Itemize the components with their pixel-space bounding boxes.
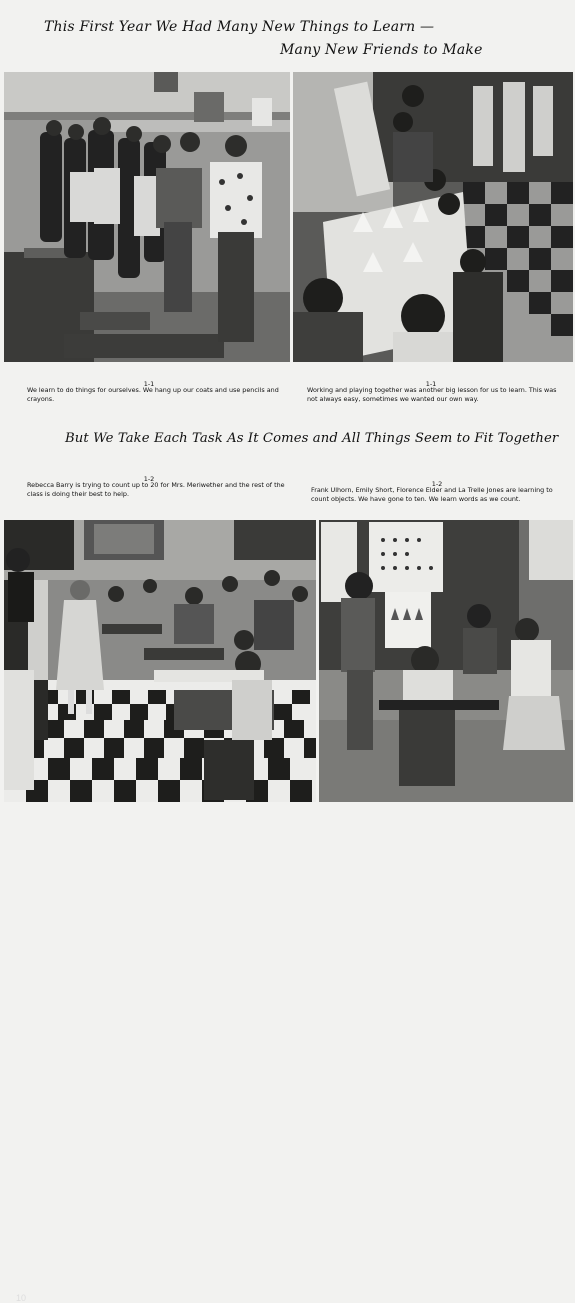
page-title-line-2: Many New Friends to Make: [280, 42, 483, 58]
section-subheading: But We Take Each Task As It Comes and All Things Seem to Fit Together: [65, 431, 559, 446]
photo-number-2b: 1-2: [431, 479, 443, 488]
photo-children-at-coat-rack: [4, 72, 290, 362]
photo-number-2a: 1-2: [143, 474, 155, 483]
page-title-line-1: This First Year We Had Many New Things to Learn —: [44, 19, 435, 35]
photo-children-counting-objects: [319, 520, 573, 802]
caption-playing-together: Working and playing together was another big lesson for us to learn. This was not always easy, sometimes we wanted our own way.: [307, 386, 557, 403]
photo-number-1a: 1-1: [143, 379, 155, 388]
page-number: 10: [16, 1293, 27, 1303]
photo-number-1b: 1-1: [425, 379, 437, 388]
caption-counting-objects: Frank Ulhorn, Emily Short, Florence Elder and La Trelle Jones are learning to count objects. We have gone to ten. We learn words as we count.: [311, 486, 553, 503]
caption-coat-rack: We learn to do things for ourselves. We hang up our coats and use pencils and crayons.: [27, 386, 279, 403]
photo-children-playing-together: [293, 72, 573, 362]
caption-counting-class: Rebecca Barry is trying to count up to 20 for Mrs. Meriwether and the rest of the class is doing their best to help.: [27, 481, 285, 498]
photo-classroom-counting: [4, 520, 316, 1303]
